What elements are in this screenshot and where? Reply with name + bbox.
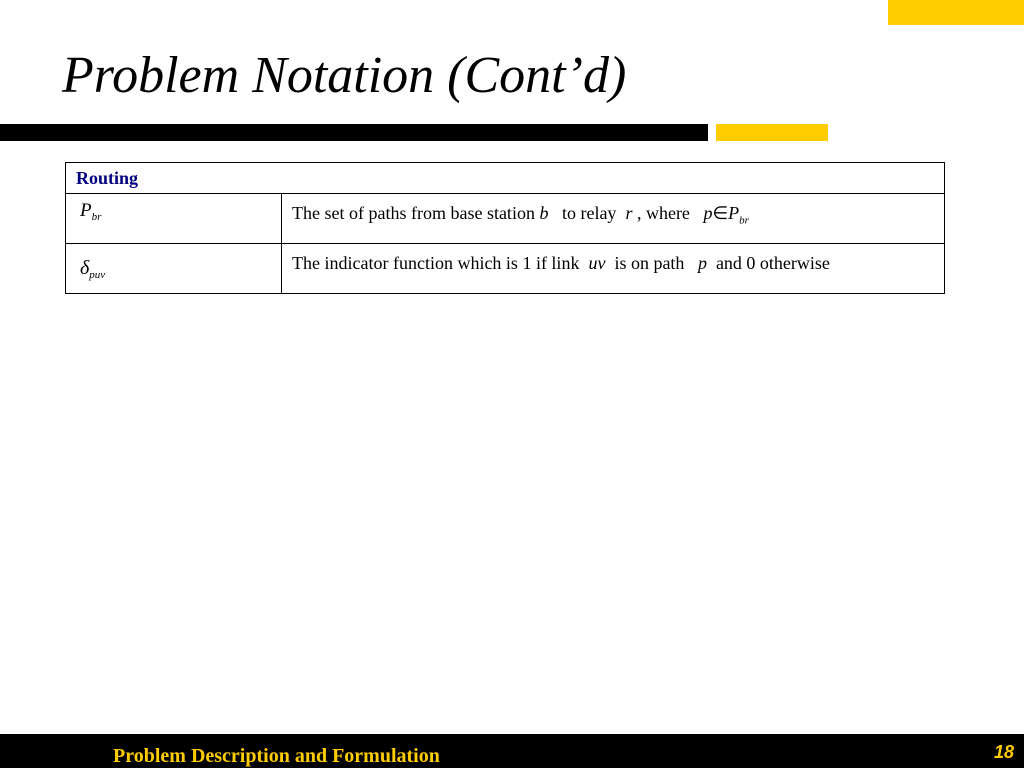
math-var-b: b: [539, 203, 549, 223]
symbol-subscript: puv: [89, 269, 106, 281]
description-text: The indicator function which is 1 if link: [292, 253, 584, 273]
slide-title: Problem Notation (Cont’d): [62, 47, 627, 104]
description-text: to relay: [557, 203, 621, 223]
footer-section-label: Problem Description and Formulation: [113, 745, 440, 767]
math-var-uv: uv: [588, 253, 606, 273]
math-var-r: r: [625, 203, 633, 223]
description-text: The set of paths from base station: [292, 203, 540, 223]
symbol-cell: [66, 194, 282, 244]
page-number: 18: [993, 742, 1014, 762]
notation-table: [65, 162, 945, 294]
description-text: is on path: [609, 253, 689, 273]
table-section-row: [66, 163, 945, 194]
title-underline-black: [0, 124, 708, 141]
section-header-routing: Routing: [66, 163, 945, 194]
symbol-cell: [66, 244, 282, 294]
math-var-p: p: [697, 253, 707, 273]
description-text: and 0 otherwise: [711, 253, 830, 273]
math-var-p: p: [703, 203, 713, 223]
description-text: , where: [636, 203, 695, 223]
table-row: [66, 194, 945, 244]
symbol-delta-puv: [80, 258, 105, 279]
symbol-p-br: [80, 200, 101, 221]
table-row: [66, 244, 945, 294]
description-cell: [282, 244, 945, 294]
title-underline-yellow: [716, 124, 828, 141]
math-subscript-br: br: [739, 214, 749, 227]
symbol-base: δ: [80, 257, 90, 279]
element-of-symbol: ∈: [712, 203, 729, 223]
math-var-P: P: [728, 203, 740, 223]
symbol-subscript: br: [91, 211, 102, 223]
symbol-base: P: [80, 200, 92, 221]
corner-accent-bar: [888, 0, 1024, 25]
description-cell: [282, 194, 945, 244]
